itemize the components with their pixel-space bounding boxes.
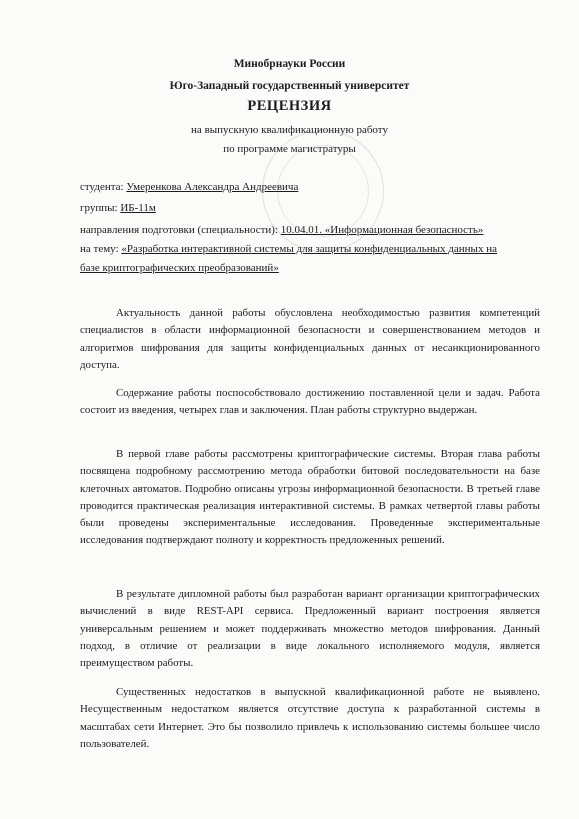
paragraph-text: В первой главе работы рассмотрены криптографические системы. Вторая глава работы посвящена подробному рассмотрению метода обработки битовой последовательности на базе клеточных автоматов. Подробно описаны угрозы информационной безопасности. В третьей главе проводится практическая реализация интерактивной системы. В рамках четвертой главы работы были проведены экспериментальные исследования. Проведенные экспериментальные исследования подтверждают полноту и корректность предложенных решений. (80, 448, 540, 547)
direction-value: 10.04.01. «Информационная безопасность» (280, 224, 484, 236)
paragraph-relevance (80, 305, 540, 374)
group-line (80, 202, 156, 214)
topic-label: на тему: (80, 243, 119, 255)
paragraph-text: Существенных недостатков в выпускной квалификационной работе не выявлено. Несущественным недостатком является отсутствие доступа к разработанной системы в масштабах сети Интернет. Это бы позволило привлечь к использованию системы большее число пользователей. (80, 686, 540, 750)
direction-line (80, 224, 483, 236)
student-line (80, 181, 298, 193)
group-label: группы: (80, 202, 118, 214)
ministry-heading: Минобрнауки России (233, 58, 346, 70)
paragraph-result (80, 586, 540, 672)
university-heading: Юго-Западный государственный университет (169, 80, 410, 92)
paragraph-content (80, 385, 540, 420)
paragraph-chapters (80, 446, 540, 550)
paragraph-text: Содержание работы поспособствовало достижению поставленной цели и задач. Работа состоит из введения, четырех глав и заключения. План работы структурно выдержан. (80, 387, 540, 417)
document-title: РЕЦЕНЗИЯ (247, 98, 332, 114)
student-label: студента: (80, 181, 124, 193)
student-value: Умеренкова Александра Андреевича (126, 181, 299, 193)
group-value: ИБ-11м (120, 202, 156, 214)
document-subtitle-2: по программе магистратуры (223, 143, 356, 155)
paragraph-shortcomings (80, 684, 540, 753)
direction-label: направления подготовки (специальности): (80, 224, 279, 236)
topic-value-2: базе криптографических преобразований» (80, 262, 279, 274)
topic-line-1 (80, 243, 497, 255)
document-subtitle-1: на выпускную квалификационную работу (191, 124, 388, 136)
paragraph-text: В результате дипломной работы был разработан вариант организации криптографических вычислений в виде REST-API сервиса. Предложенный вариант построения является универсальным решением и может поддерживать множество методов шифрования. Данный подход, в отличие от реализации в виде локального исполняемого модуля, является преимуществом работы. (80, 588, 540, 670)
paragraph-text: Актуальность данной работы обусловлена необходимостью развития компетенций специалистов в области информационной безопасности и совершенствованием методов и алгоритмов шифрования для защиты конфиденциальных данных от несанкционированного доступа. (80, 307, 540, 371)
topic-value-1: «Разработка интерактивной системы для защиты конфиденциальных данных на (121, 243, 497, 255)
topic-line-2 (80, 262, 279, 274)
